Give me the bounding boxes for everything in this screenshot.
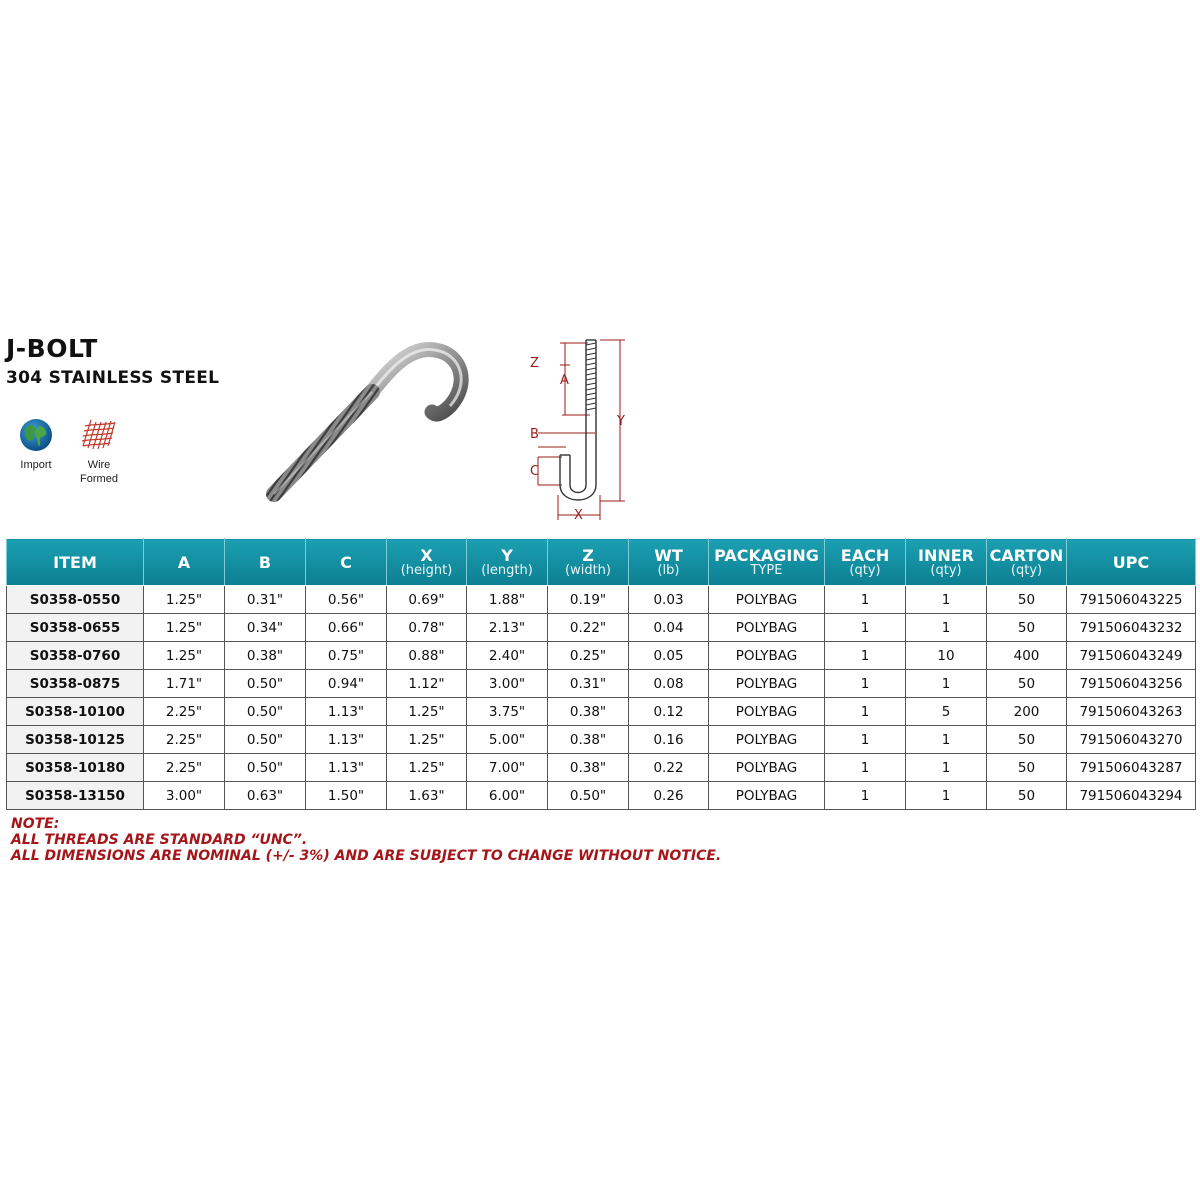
table-cell: 400 [987,642,1067,670]
table-cell: 50 [987,586,1067,614]
column-header-sublabel: (qty) [849,562,881,578]
table-cell: 2.25" [144,754,225,782]
table-cell: POLYBAG [709,614,825,642]
table-cell: 1.25" [144,614,225,642]
table-cell: 791506043270 [1067,726,1196,754]
dimension-diagram [520,335,640,525]
table-cell: 1 [906,726,987,754]
column-header-label: A [177,552,191,572]
table-cell: 1 [906,586,987,614]
column-header-label: C [340,552,352,572]
table-cell: 1.25" [387,754,467,782]
table-cell: 1.25" [144,586,225,614]
column-header-label: ITEM [53,552,97,572]
column-header-label: CARTON [989,545,1064,565]
column-header [629,539,709,586]
column-header-label: X [420,545,433,565]
column-header [225,539,306,586]
table-cell: 0.08 [629,670,709,698]
table-cell: 0.50" [225,754,306,782]
column-header-label: INNER [918,545,974,565]
table-cell: 1 [825,670,906,698]
table-cell: 1.88" [467,586,548,614]
item-number-cell: S0358-0760 [7,642,144,670]
column-header-sublabel: (lb) [657,562,680,578]
table-cell: 5.00" [467,726,548,754]
spec-table [6,538,1196,810]
table-row [7,586,1196,614]
table-row [7,754,1196,782]
table-cell: 2.40" [467,642,548,670]
table-cell: 791506043249 [1067,642,1196,670]
table-cell: POLYBAG [709,698,825,726]
table-cell: 50 [987,754,1067,782]
table-cell: POLYBAG [709,586,825,614]
table-cell: 1 [906,782,987,810]
table-cell: 1.25" [387,726,467,754]
table-cell: 0.12 [629,698,709,726]
table-cell: 0.31" [225,586,306,614]
table-cell: 0.75" [306,642,387,670]
table-cell: 0.22" [548,614,629,642]
column-header [906,539,987,586]
table-cell: 1 [825,754,906,782]
import-badge [12,418,60,472]
column-header [387,539,467,586]
table-cell: 0.19" [548,586,629,614]
wire-label-line1: Wire [87,459,111,471]
table-cell: 1 [825,782,906,810]
table-cell: 10 [906,642,987,670]
table-cell: POLYBAG [709,754,825,782]
table-row [7,614,1196,642]
diagram-label-a: A [560,373,569,388]
table-cell: 50 [987,782,1067,810]
table-cell: 0.63" [225,782,306,810]
column-header-label: WT [654,545,683,565]
table-cell: 1.13" [306,754,387,782]
product-title: J-BOLT [6,334,98,363]
item-number-cell: S0358-0655 [7,614,144,642]
table-cell: 0.50" [225,726,306,754]
table-cell: 1.50" [306,782,387,810]
table-cell: 2.13" [467,614,548,642]
table-cell: 0.34" [225,614,306,642]
table-row [7,782,1196,810]
table-cell: 0.38" [548,726,629,754]
column-header-sublabel: (qty) [1010,562,1043,578]
diagram-label-c: C [530,464,540,479]
table-cell: 50 [987,614,1067,642]
table-cell: 0.26 [629,782,709,810]
table-cell: 0.50" [548,782,629,810]
table-cell: 0.31" [548,670,629,698]
table-cell: 791506043256 [1067,670,1196,698]
table-cell: 0.94" [306,670,387,698]
j-bolt-photo [260,336,475,511]
import-label: Import [20,459,52,471]
table-cell: POLYBAG [709,670,825,698]
table-cell: POLYBAG [709,726,825,754]
table-cell: 0.50" [225,698,306,726]
table-cell: 791506043294 [1067,782,1196,810]
column-header [7,539,144,586]
diagram-label-x: X [574,508,583,523]
table-cell: 0.88" [387,642,467,670]
note-line: ALL THREADS ARE STANDARD “UNC”. [11,832,308,848]
diagram-label-z: Z [530,356,539,371]
wire-formed-badge [72,416,126,486]
table-cell: 200 [987,698,1067,726]
table-header-row [7,539,1196,586]
table-row [7,698,1196,726]
column-header-label: EACH [840,545,890,565]
table-cell: 6.00" [467,782,548,810]
table-row [7,642,1196,670]
wire-mesh-icon [79,416,119,452]
table-cell: 1 [825,614,906,642]
column-header-label: B [258,552,272,572]
diagram-label-y: Y [617,414,625,429]
table-cell: 0.66" [306,614,387,642]
column-header [144,539,225,586]
table-cell: 0.25" [548,642,629,670]
table-cell: POLYBAG [709,782,825,810]
column-header [306,539,387,586]
item-number-cell: S0358-10100 [7,698,144,726]
item-number-cell: S0358-10125 [7,726,144,754]
table-cell: 1.25" [387,698,467,726]
table-cell: 0.78" [387,614,467,642]
table-cell: 0.16 [629,726,709,754]
table-cell: 7.00" [467,754,548,782]
table-cell: 1 [825,642,906,670]
column-header-label: PACKAGING [714,545,819,565]
table-cell: 0.22 [629,754,709,782]
table-cell: 2.25" [144,698,225,726]
table-cell: 0.38" [548,698,629,726]
wire-label-line2: Formed [80,473,118,485]
column-header [825,539,906,586]
notes [11,816,721,864]
column-header [709,539,825,586]
table-cell: 0.03 [629,586,709,614]
table-cell: 0.50" [225,670,306,698]
table-cell: 1.63" [387,782,467,810]
table-cell: 1.71" [144,670,225,698]
table-cell: 1 [825,698,906,726]
table-cell: 1 [825,586,906,614]
globe-icon [19,418,53,452]
diagram-label-b: B [530,427,539,442]
table-cell: 0.05 [629,642,709,670]
table-cell: 0.56" [306,586,387,614]
table-cell: 0.38" [548,754,629,782]
table-cell: 1 [825,726,906,754]
table-cell: POLYBAG [709,642,825,670]
column-header [548,539,629,586]
table-cell: 1.12" [387,670,467,698]
column-header [987,539,1067,586]
table-cell: 3.00" [467,670,548,698]
table-cell: 3.00" [144,782,225,810]
column-header [467,539,548,586]
table-cell: 0.04 [629,614,709,642]
table-row [7,670,1196,698]
table-cell: 3.75" [467,698,548,726]
column-header-sublabel: TYPE [750,562,783,578]
table-row [7,726,1196,754]
table-cell: 5 [906,698,987,726]
table-cell: 791506043225 [1067,586,1196,614]
column-header-label: UPC [1112,552,1150,572]
column-header-sublabel: (qty) [930,562,962,578]
table-cell: 1.13" [306,726,387,754]
item-number-cell: S0358-0550 [7,586,144,614]
table-cell: 0.69" [387,586,467,614]
column-header-sublabel: (length) [481,562,533,578]
table-cell: 1 [906,754,987,782]
column-header-label: Z [582,545,594,565]
table-cell: 1 [906,670,987,698]
table-cell: 1.25" [144,642,225,670]
item-number-cell: S0358-0875 [7,670,144,698]
item-number-cell: S0358-13150 [7,782,144,810]
table-cell: 791506043263 [1067,698,1196,726]
table-cell: 791506043287 [1067,754,1196,782]
table-cell: 1.13" [306,698,387,726]
table-cell: 2.25" [144,726,225,754]
table-cell: 0.38" [225,642,306,670]
column-header-sublabel: (width) [565,562,611,578]
note-heading: NOTE: [11,816,60,832]
table-cell: 50 [987,726,1067,754]
item-number-cell: S0358-10180 [7,754,144,782]
note-line: ALL DIMENSIONS ARE NOMINAL (+/- 3%) AND ARE SUBJECT TO CHANGE WITHOUT NOTICE. [11,848,722,864]
column-header [1067,539,1196,586]
column-header-label: Y [501,545,513,565]
table-cell: 50 [987,670,1067,698]
table-cell: 1 [906,614,987,642]
column-header-sublabel: (height) [400,562,453,578]
table-cell: 791506043232 [1067,614,1196,642]
product-subtitle: 304 STAINLESS STEEL [6,368,220,388]
